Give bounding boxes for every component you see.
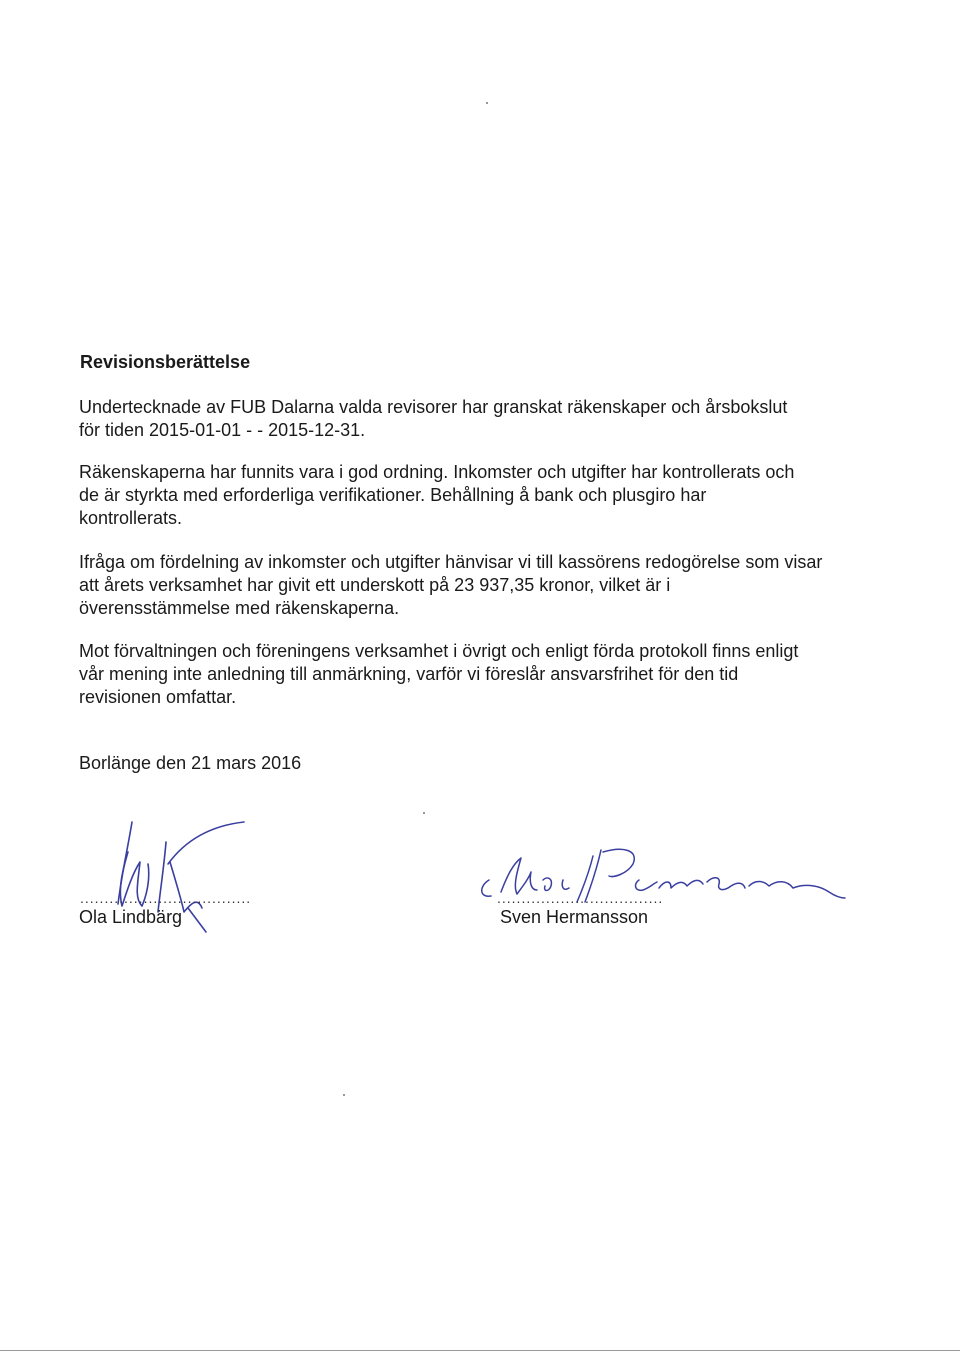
place-and-date: Borlänge den 21 mars 2016 [79, 753, 302, 773]
scan-speck [423, 812, 425, 814]
scan-edge-line [0, 1350, 960, 1351]
scan-speck [486, 102, 488, 104]
paragraph-result: Ifråga om fördelning av inkomster och utgifter hänvisar vi till kassörens redogörelse som visar att årets verksamhet har givit ett underskott på 23 937,35 kronor, vilket är i överensstämmelse med räkenskaperna. [79, 552, 823, 618]
paragraph-scope: Undertecknade av FUB Dalarna valda revisorer har granskat räkenskaper och årsbokslut för tiden 2015-01-01 - - 2015-12-31. [79, 397, 788, 440]
signer-name-left: Ola Lindbärg [79, 907, 183, 927]
document-title: Revisionsberättelse [80, 352, 251, 372]
signature-line-left: ................................... [80, 890, 252, 906]
signature-line-right: .................................. [497, 890, 664, 906]
scan-speck [343, 1094, 345, 1096]
signer-name-right: Sven Hermansson [500, 907, 649, 927]
paragraph-discharge: Mot förvaltningen och föreningens verksamhet i övrigt och enligt förda protokoll finns enligt vår mening inte anledning till anmärkning, varför vi föreslår ansvarsfrihet för den tid revisionen omfattar. [79, 641, 799, 707]
paragraph-accounts-checked: Räkenskaperna har funnits vara i god ordning. Inkomster och utgifter har kontrollerats och de är styrkta med erforderliga verifikationer. Behållning å bank och plusgiro har kontrollerats. [79, 462, 795, 528]
